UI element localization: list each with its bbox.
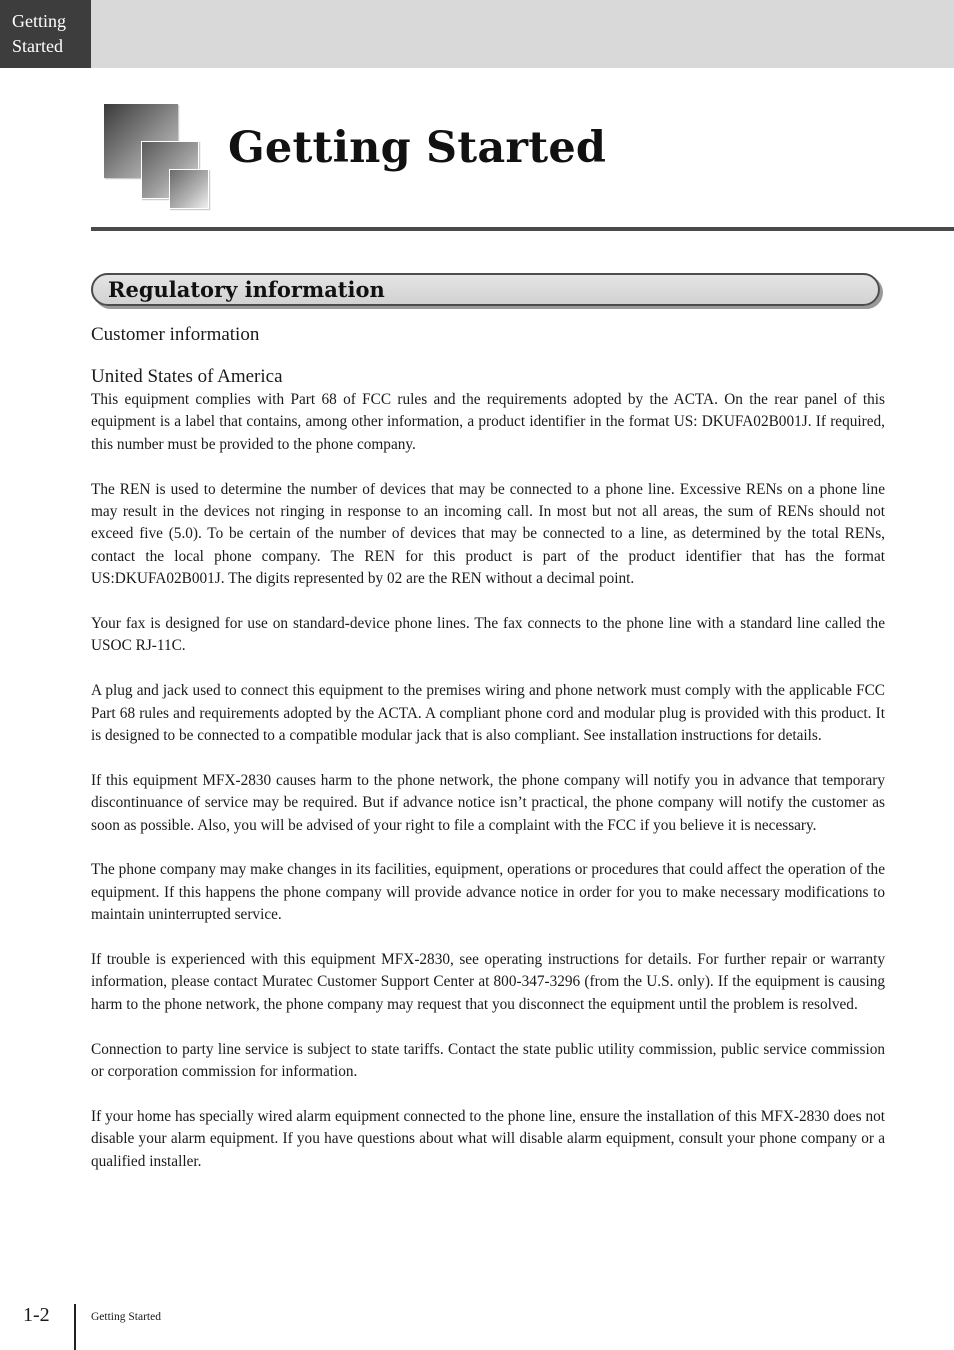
chapter-tab bbox=[0, 0, 91, 68]
paragraph: A plug and jack used to connect this equipment to the premises wiring and phone network must comply with the applicable FCC Part 68 rules and requirements adopted by the ACTA. A compliant phone cord and modular plug is provided with this product. It is designed to be connected to a compatible modular jack that is also compliant. See installation instructions for details. bbox=[91, 682, 885, 745]
body-text bbox=[91, 389, 885, 1195]
title-divider bbox=[91, 227, 954, 231]
chapter-tab-line1: Getting bbox=[12, 11, 66, 31]
paragraph: If this equipment MFX-2830 causes harm to the phone network, the phone company will notify you in advance that temporary discontinuance of service may be required. But if advance notice isn’t practical, the phone company will notify the customer as soon as possible. Also, you will be advised of your right to file a complaint with the FCC if you believe it is necessary. bbox=[91, 771, 885, 834]
page-title: Getting Started bbox=[228, 123, 607, 173]
chapter-squares-icon bbox=[104, 104, 210, 210]
paragraph: The phone company may make changes in its facilities, equipment, operations or procedures that could affect the operation of the equipment. If this happens the phone company will provide advance notice in order for you to make necessary modifications to maintain uninterrupted service. bbox=[91, 861, 885, 924]
section-title: Regulatory information bbox=[108, 277, 385, 302]
paragraph: This equipment complies with Part 68 of FCC rules and the requirements adopted by the ACTA. On the rear panel of this equipment is a label that contains, among other information, a product identifier in the format US: DKUFA02B001J. If required, this number must be provided to the phone company. bbox=[91, 391, 885, 453]
paragraph: The REN is used to determine the number of devices that may be connected to a phone line. Excessive RENs on a phone line may result in the devices not ringing in response to an incoming call. In most but not all areas, the sum of RENs should not exceed five (5.0). To be certain of the number of devices that may be connected to a line, as determined by the total RENs, contact the local phone company. The REN for this product is part of the product identifier that has the format US:DKUFA02B001J. The digits represented by 02 are the REN without a decimal point. bbox=[91, 480, 885, 588]
paragraph: Connection to party line service is subject to state tariffs. Contact the state public utility commission, public service commission or corporation commission for information. bbox=[91, 1040, 885, 1081]
paragraph: Your fax is designed for use on standard-device phone lines. The fax connects to the phone line with a standard line called the USOC RJ-11C. bbox=[91, 615, 885, 655]
subheading-country: United States of America bbox=[91, 366, 283, 387]
footer-divider bbox=[74, 1304, 76, 1350]
paragraph: If trouble is experienced with this equipment MFX-2830, see operating instructions for details. For further repair or warranty information, please contact Muratec Customer Support Center at 800-347-3296 (from the U.S. only). If the equipment is causing harm to the phone network, the phone company may request that you disconnect the equipment until the problem is resolved. bbox=[91, 951, 885, 1013]
chapter-tab-line2: Started bbox=[12, 36, 63, 56]
subheading-customer-information: Customer information bbox=[91, 324, 260, 345]
footer-chapter-label: Getting Started bbox=[91, 1311, 161, 1323]
top-band bbox=[0, 0, 954, 68]
paragraph: If your home has specially wired alarm equipment connected to the phone line, ensure the installation of this MFX-2830 does not disable your alarm equipment. If you have questions about what will disable alarm equipment, consult your phone company or a qualified installer. bbox=[91, 1107, 885, 1170]
page-number: 1-2 bbox=[23, 1304, 50, 1326]
